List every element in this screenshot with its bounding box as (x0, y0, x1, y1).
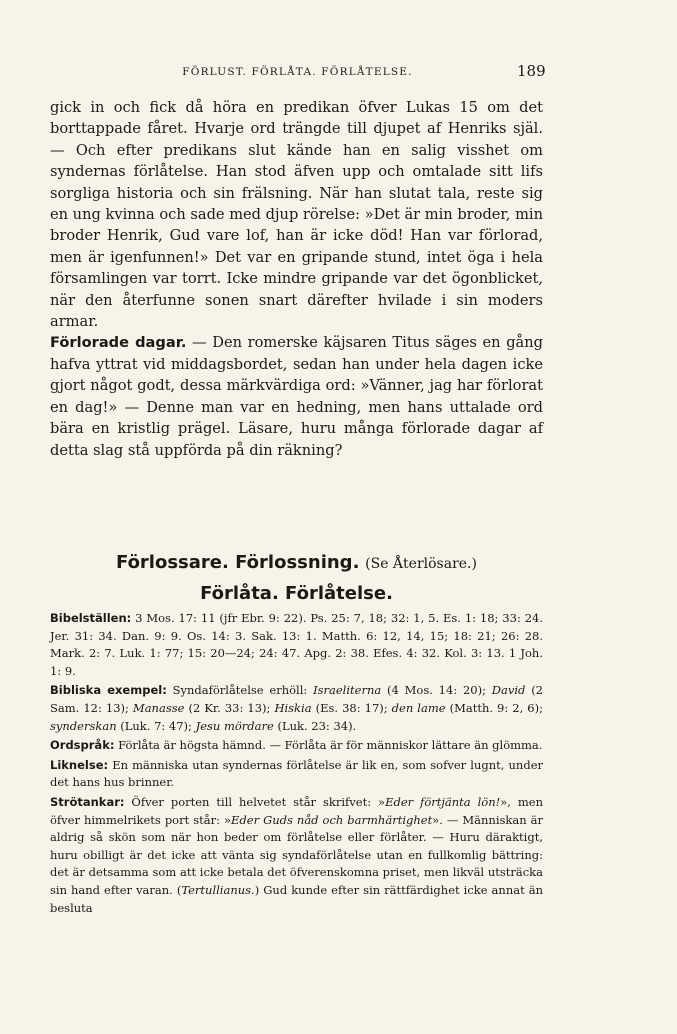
paragraph-henrik: gick in och fick då höra en predikan öfver Lukas 15 om det borttappade fåret. Hvarje ord trängde till djupet af Henriks själ. — Och efter predikans slut kände han en salig visshet om syndernas förlåtelse. Han stod äfven upp och omtalade sitt lifs sorgliga historia och sin frälsning. När han slutat tala, reste sig en ung kvinna och sade med djup rörelse: »Det är min broder, min broder Henrik, Gud vare lof, han är icke död! Han var förlorad, men är igenfunnen!» Det var en gripande stund, intet öga i hela församlingen var torrt. Icke mindre gripande var det ögonblicket, när den återfunne sonen snart därefter hvilade i sin moders armar. (50, 99, 543, 331)
bibliska-exempel (50, 682, 543, 735)
page-number: 189 (517, 62, 546, 80)
exempel-synderskan: synderskan (50, 718, 117, 733)
running-head: FÖRLUST. FÖRLÅTA. FÖRLÅTELSE. (182, 66, 413, 78)
liknelse-text: En människa utan syndernas förlåtelse är lik en, som sofver lugnt, under det hans hus brinner. (50, 757, 543, 790)
entry-title-note: (Se Återlösare.) (365, 556, 477, 572)
strotankar (50, 794, 543, 917)
paragraph-text: — Den romerske käjsaren Titus säges en gång hafva yttrat vid middagsbordet, sedan han under hela dagen icke gjort något godt, dessa märkvärdiga ord: »Vänner, jag har förlorat en dag!» — Denne man var en hedning, men hans uttalade ord bära en kristlig prägel. Läsare, huru många förlorade dagar af detta slag stå uppförda på din räkning? (50, 334, 543, 459)
bibelstallen-text: 3 Mos. 17: 11 (jfr Ebr. 9: 22). Ps. 25: 7, 18; 32: 1, 5. Es. 1: 18; 33: 24. Jer. 31: 34. Dan. 9: 9. Os. 14: 3. Sak. 13: 1. Matth. 6: 12, 14, 15; 18: 21; 26: 28. Mark. 2: 7. Luk. 1: 77; 15: 20—24; 24: 47. Apg. 2: 38. Efes. 4: 32. Kol. 3: 13. 1 Joh. 1: 9. (50, 611, 543, 678)
paragraph-forlorade-dagar (50, 332, 543, 460)
strotankar-author: Tertullianus. (181, 882, 255, 897)
exempel-jesu-mordare: Jesu mördare (195, 718, 274, 733)
entry-title-main: Förlossare. Förlossning. (116, 552, 360, 573)
exempel-text: (2 Kr. 33: 13); (184, 700, 275, 715)
exempel-text: (4 Mos. 14: 20); (381, 683, 492, 698)
strotankar-quote: Eder förtjänta lön! (385, 794, 501, 809)
entry-title-line2: Förlåta. Förlåtelse. (200, 583, 393, 604)
section-heading: Förlorade dagar. (50, 334, 187, 352)
entry-references (50, 610, 543, 919)
exempel-text: (Matth. 9: 2, 6); (445, 700, 543, 715)
body-text (50, 97, 543, 461)
exempel-text: (Es. 38: 17); (311, 700, 392, 715)
liknelse-label: Liknelse: (50, 757, 109, 772)
ordsprak-label: Ordspråk: (50, 738, 115, 753)
ordsprak (50, 737, 543, 755)
strotankar-quote: Eder Guds nåd och barmhärtighet (231, 812, 433, 827)
liknelse (50, 757, 543, 792)
exempel-text: (2 Sam. 12: 13); (50, 683, 544, 715)
exempel-den-lame: den lame (391, 700, 446, 715)
strotankar-text: Öfver porten till helvetet står skrifvet: » (124, 794, 386, 809)
bibelstallen (50, 610, 543, 680)
exempel-israeliterna: Israeliterna (313, 683, 382, 698)
exempel-david: David (491, 683, 526, 698)
bibelstallen-label: Bibelställen: (50, 611, 132, 625)
strotankar-text: ». — Människan är aldrig så skön som när hon beder om förlåtelse eller förlåter. — Huru däraktigt, huru obilligt är det icke att vänta sig syndaförlåtelse utan en fullkomlig bättring: det är detsamma som att icke betala det öfverenskomna priset, men likväl utsträcka sin hand efter varan. ( (50, 812, 543, 897)
entry-title (50, 548, 543, 608)
entry-title-line1 (50, 548, 543, 579)
ordsprak-text: Förlåta är högsta hämnd. — Förlåta är för människor lättare än glömma. (114, 738, 543, 753)
exempel-hiskia: Hiskia (274, 700, 312, 715)
strotankar-label: Strötankar: (50, 794, 125, 809)
exempel-manasse: Manasse (132, 700, 185, 715)
bibliska-exempel-label: Bibliska exempel: (50, 683, 167, 698)
exempel-text: (Luk. 23: 34). (273, 718, 357, 733)
strotankar-text: », men öfver himmelrikets port står: » (50, 794, 543, 827)
exempel-text: (Luk. 7: 47); (116, 718, 196, 733)
exempel-text: Syndaförlåtelse erhöll: (166, 683, 314, 698)
strotankar-text: ) Gud kunde efter sin rättfärdighet icke annat än besluta (50, 882, 543, 915)
